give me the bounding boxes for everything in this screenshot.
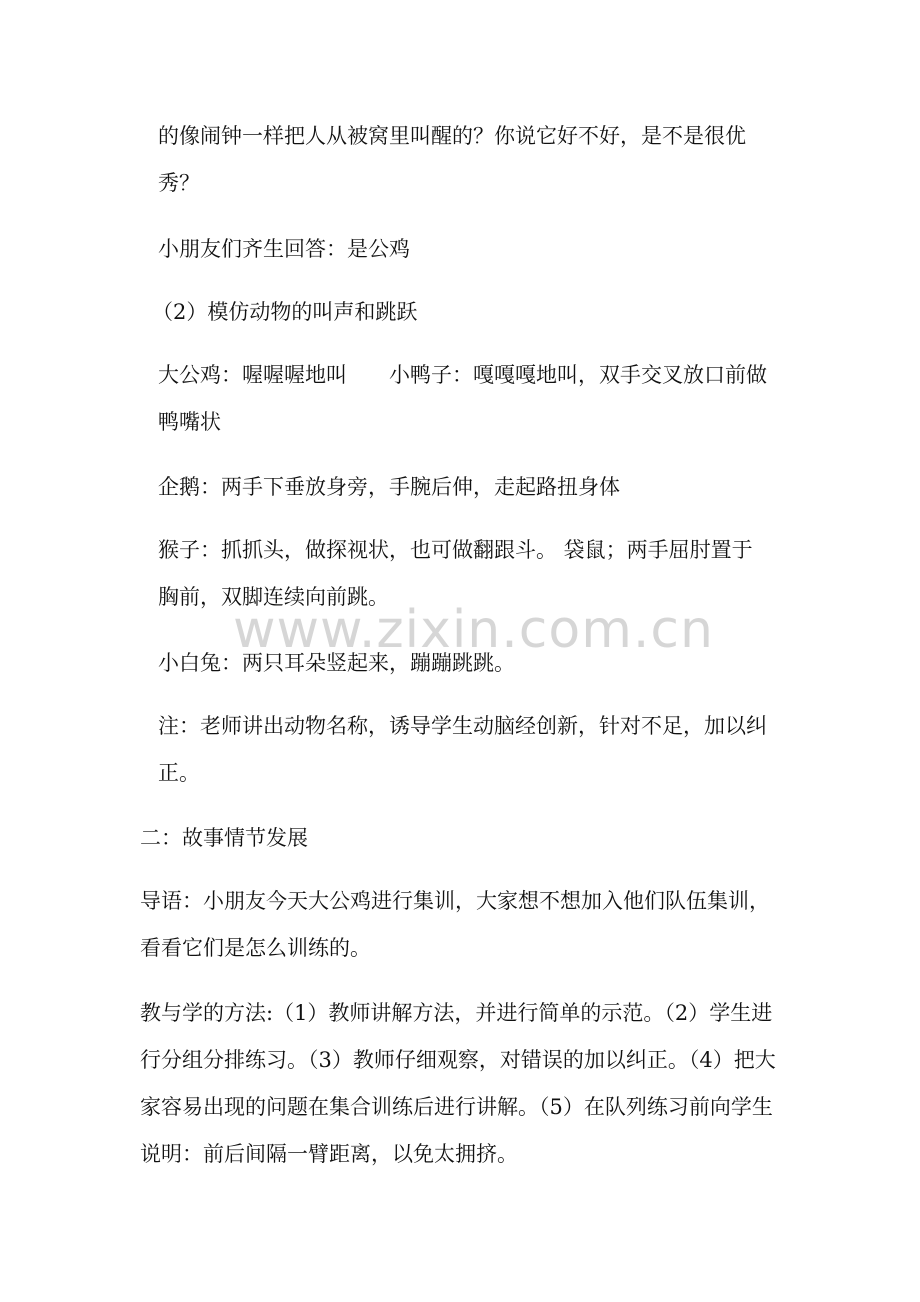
paragraph-teaching-methods (140, 990, 776, 1178)
text-line: 鸭嘴状 (158, 410, 221, 434)
paragraph-note (158, 703, 767, 797)
text-line: 大公鸡：喔喔喔地叫 小鸭子：嘎嘎嘎地叫，双手交叉放口前做 (158, 363, 767, 387)
text-line: 小朋友们齐生回答：是公鸡 (158, 237, 410, 261)
text-line: 说明：前后间隔一臂距离，以免太拥挤。 (140, 1142, 518, 1166)
paragraph-rooster-duck (158, 352, 767, 446)
text-line: 猴子：抓抓头，做探视状，也可做翻跟斗。 袋鼠；两手屈肘置于 (158, 538, 753, 562)
paragraph-introduction (140, 878, 770, 972)
text-line: 秀？ (158, 171, 200, 195)
text-line: 教与学的方法:（1）教师讲解方法，并进行简单的示范。（2）学生进 (140, 1001, 773, 1025)
paragraph-monkey-kangaroo (158, 527, 753, 621)
text-line: 家容易出现的问题在集合训练后进行讲解。（5）在队列练习前向学生 (140, 1095, 773, 1119)
text-line: （2）模仿动物的叫声和跳跃 (152, 300, 418, 324)
text-line: 二：故事情节发展 (140, 826, 308, 850)
watermark: www.zixin.com.cn (233, 600, 714, 660)
paragraph-rooster-question (158, 113, 746, 207)
text-line: 胸前，双脚连续向前跳。 (158, 585, 389, 609)
paragraph-rabbit (158, 640, 515, 687)
section-heading-story-development (140, 815, 308, 862)
text-line: 导语：小朋友今天大公鸡进行集训，大家想不想加入他们队伍集训， (140, 889, 770, 913)
text-line: 注：老师讲出动物名称，诱导学生动脑经创新，针对不足，加以纠 (158, 714, 767, 738)
text-line: 行分组分排练习。（3）教师仔细观察，对错误的加以纠正。（4）把大 (140, 1048, 776, 1072)
text-line: 小白兔：两只耳朵竖起来，蹦蹦跳跳。 (158, 651, 515, 675)
text-line: 看看它们是怎么训练的。 (140, 936, 371, 960)
text-line: 的像闹钟一样把人从被窝里叫醒的？你说它好不好，是不是很优 (158, 124, 746, 148)
text-line: 企鹅：两手下垂放身旁，手腕后伸，走起路扭身体 (158, 475, 620, 499)
paragraph-children-answer (158, 226, 410, 273)
text-line: 正。 (158, 761, 200, 785)
paragraph-penguin (158, 464, 620, 511)
subheading-imitate-animals (152, 289, 417, 336)
